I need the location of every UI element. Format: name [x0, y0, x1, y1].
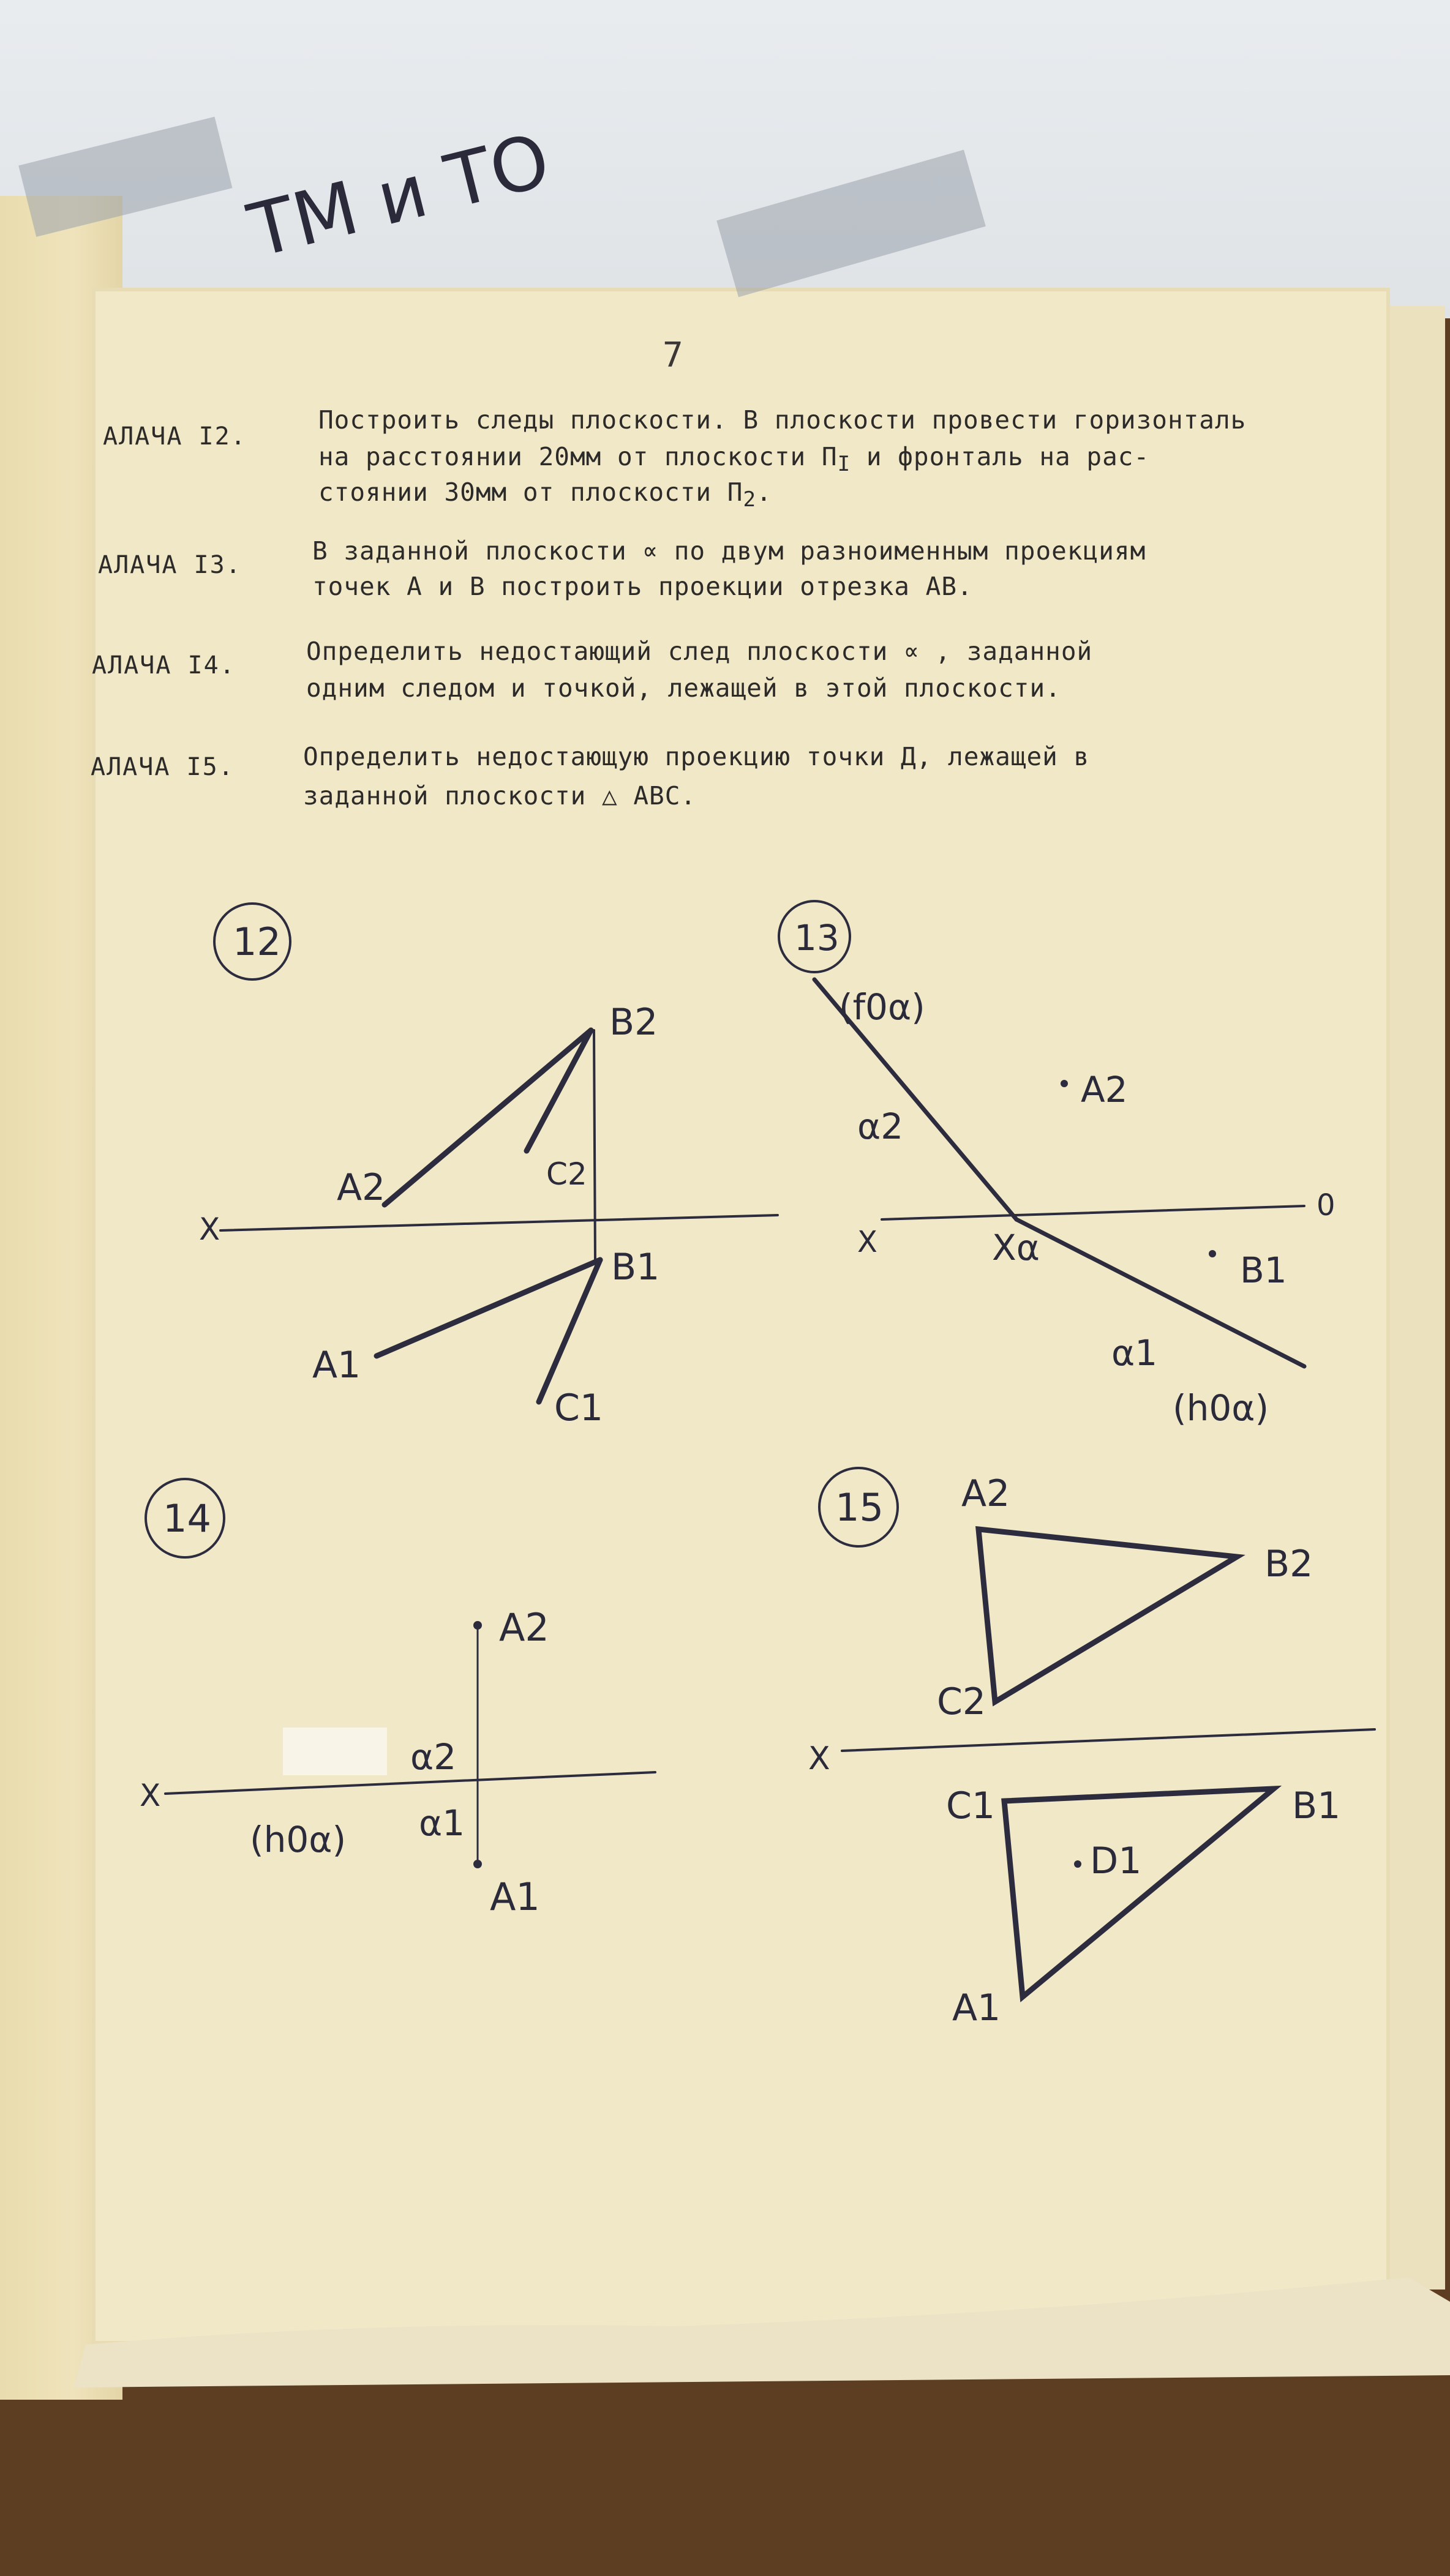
figure-14 — [140, 1479, 655, 1919]
fig14-whiteout-patch — [283, 1728, 387, 1775]
fig15-label-x: X — [808, 1740, 830, 1777]
fig13-label-b1: B1 — [1240, 1249, 1287, 1291]
fig15-label-c2: C2 — [937, 1680, 986, 1723]
fig15-label-d1: D1 — [1090, 1840, 1142, 1882]
fig15-point-d1 — [1074, 1860, 1081, 1868]
fig15-label-b1: B1 — [1292, 1784, 1341, 1827]
fig15-triangle-front — [979, 1529, 1237, 1702]
fig13-label-a2: A2 — [1081, 1069, 1128, 1110]
fig13-label-alpha2: α2 — [857, 1106, 904, 1147]
task-12-line-2-sub: I — [837, 452, 851, 477]
fig13-horizontal-trace — [1016, 1219, 1304, 1366]
task-13-label: АЛАЧА I3. — [98, 551, 242, 579]
task-12-label: АЛАЧА I2. — [103, 422, 247, 451]
task-14-line-2: одним следом и точкой, лежащей в этой плоскости. — [306, 673, 1061, 703]
background-grid-block-right — [716, 150, 986, 298]
fig12-label-b1: B1 — [611, 1246, 660, 1289]
fig15-x-axis — [842, 1729, 1375, 1751]
fig12-label-c2: C2 — [546, 1156, 587, 1192]
fig15-label-c1: C1 — [946, 1784, 996, 1827]
task-13-line-1: В заданной плоскости ∝ по двум разноименным проекциям — [312, 536, 1146, 566]
fig12-x-axis — [220, 1215, 778, 1230]
fig14-point-a2 — [473, 1621, 482, 1630]
fig15-label-b2: B2 — [1264, 1543, 1313, 1586]
fig12-b2c2-segment — [527, 1030, 591, 1151]
fig13-label-f0a: (f0α) — [839, 986, 925, 1028]
fig14-label-x: X — [140, 1778, 161, 1813]
task-14-line-1: Определить недостающий след плоскости ∝ , заданной — [306, 637, 1093, 666]
fig14-label-h0a: (h0α) — [250, 1819, 347, 1860]
fig12-label-a2: A2 — [337, 1166, 386, 1209]
task-12-line-1: Построить следы плоскости. В плоскости провести горизонталь — [318, 405, 1247, 435]
fig15-label-a1: A1 — [952, 1986, 1001, 2029]
fig12-b-link-line — [594, 1030, 595, 1261]
task-12-line-3-sub: 2 — [743, 487, 757, 512]
page-number: 7 — [663, 335, 683, 375]
task-12-line-3-tail: . — [756, 477, 772, 507]
background-lettering: ТМ и ТО — [241, 118, 558, 275]
fig14-number: 14 — [163, 1496, 211, 1541]
task-15-line-2: заданной плоскости △ АВС. — [303, 781, 697, 811]
fig15-label-a2: A2 — [961, 1472, 1010, 1515]
fig13-label-alpha1: α1 — [1111, 1332, 1158, 1374]
figure-13 — [779, 901, 1335, 1429]
fig12-label-b2: B2 — [609, 1001, 658, 1044]
fig12-number: 12 — [233, 919, 281, 964]
task-15-label: АЛАЧА I5. — [91, 753, 235, 781]
fig14-label-a2: A2 — [499, 1605, 549, 1650]
fig12-label-a1: A1 — [312, 1344, 361, 1387]
torn-page-edge — [73, 2277, 1450, 2387]
fig13-number: 13 — [794, 917, 840, 959]
task-12-line-3-main: стоянии 30мм от плоскости П — [318, 477, 743, 507]
fig15-number: 15 — [835, 1485, 884, 1530]
task-12-line-2-tail: и фронталь на рас- — [851, 442, 1150, 471]
fig13-point-b1 — [1209, 1250, 1216, 1257]
fig12-label-c1: C1 — [554, 1387, 604, 1429]
fig14-label-alpha2: α2 — [410, 1736, 457, 1778]
fig14-point-a1 — [473, 1860, 482, 1868]
fig13-x-axis — [882, 1206, 1304, 1219]
fig13-label-x: X — [857, 1225, 877, 1259]
fig14-label-alpha1: α1 — [419, 1802, 465, 1844]
figure-15 — [808, 1468, 1375, 2029]
task-13-line-2: точек А и В построить проекции отрезка АВ. — [312, 572, 973, 601]
fig15-triangle-top — [1004, 1789, 1274, 1997]
fig13-label-zero: 0 — [1317, 1188, 1335, 1222]
task-14-label: АЛАЧА I4. — [92, 651, 236, 680]
fig12-label-x: X — [199, 1211, 220, 1247]
task-15-line-1: Определить недостающую проекцию точки Д, лежащей в — [303, 742, 1090, 771]
fig13-label-h0a: (h0α) — [1173, 1387, 1269, 1429]
background-grid-block-left — [18, 117, 232, 237]
figure-12 — [199, 904, 778, 1429]
fig13-point-a2 — [1061, 1080, 1068, 1087]
fig14-label-a1: A1 — [490, 1874, 540, 1919]
task-12-line-2-main: на расстоянии 20мм от плоскости П — [318, 442, 838, 471]
fig13-label-xalpha: Xα — [992, 1227, 1040, 1268]
